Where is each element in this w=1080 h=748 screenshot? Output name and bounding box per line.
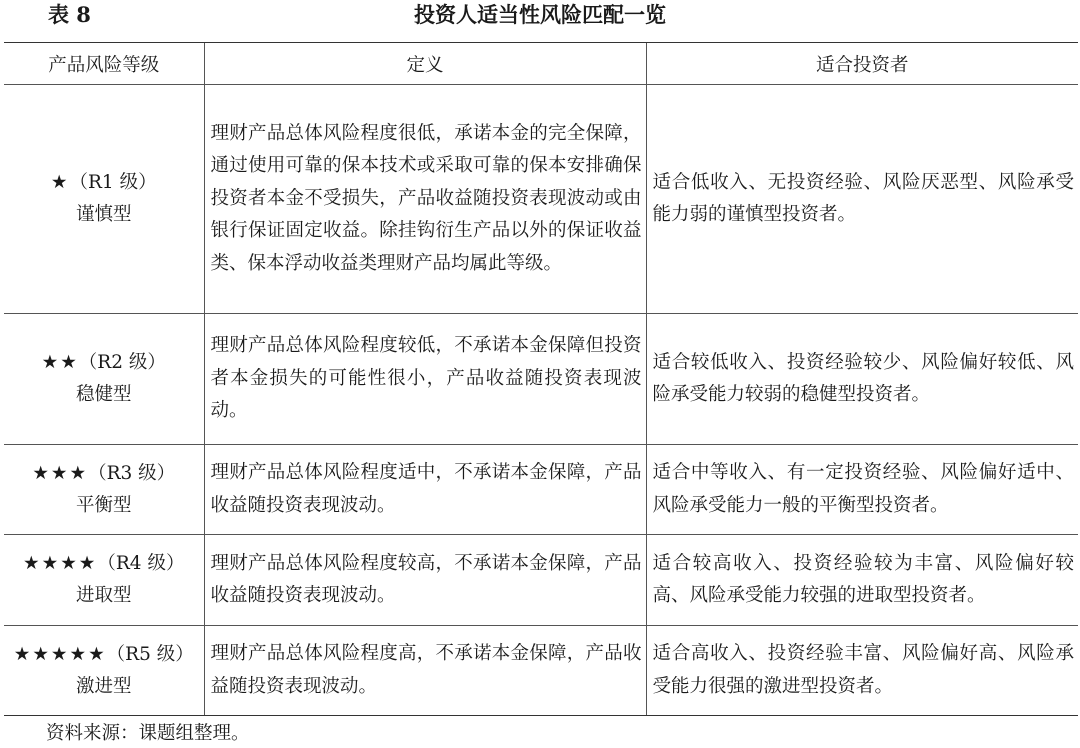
risk-level-cell: [4, 535, 204, 626]
investors-cell: 适合低收入、无投资经验、风险厌恶型、风险承受能力弱的谨慎型投资者。: [646, 85, 1078, 314]
definition-cell: 理财产品总体风险程度较低，不承诺本金保障但投资者本金损失的可能性很小，产品收益随投资表现波动。: [204, 314, 646, 445]
risk-level-name: 谨慎型: [75, 204, 132, 225]
definition-cell: 理财产品总体风险程度较高，不承诺本金保障，产品收益随投资表现波动。: [204, 535, 646, 626]
risk-stars: ★★: [41, 352, 79, 373]
investors-cell: 适合较低收入、投资经验较少、风险偏好较低、风险承受能力较弱的稳健型投资者。: [646, 314, 1078, 445]
risk-level-name: 激进型: [75, 675, 132, 697]
table-row: [4, 535, 1078, 626]
risk-level-code: （R4 级）: [97, 553, 185, 574]
risk-level-name: 稳健型: [75, 384, 132, 405]
risk-level-name: 进取型: [75, 585, 132, 606]
risk-level-code: （R2 级）: [78, 352, 166, 373]
risk-matching-table: [4, 42, 1078, 716]
definition-cell: 理财产品总体风险程度很低，承诺本金的完全保障，通过使用可靠的保本技术或采取可靠的保本安排确保投资者本金不受损失，产品收益随投资表现波动或由银行保证固定收益。除挂钩衍生产品以外的保证收益类、保本浮动收益类理财产品均属此等级。: [204, 85, 646, 314]
source-note: 资料来源：课题组整理。: [46, 723, 250, 744]
risk-level-cell: [4, 314, 204, 445]
investors-cell: 适合较高收入、投资经验较为丰富、风险偏好较高、风险承受能力较强的进取型投资者。: [646, 535, 1078, 626]
table-row: [4, 445, 1078, 535]
table-number: 表 8: [48, 2, 91, 27]
risk-stars: ★★★★★: [13, 643, 107, 665]
risk-level-cell: [4, 85, 204, 314]
column-header-risk-level: 产品风险等级: [4, 43, 204, 85]
investors-cell: 适合高收入、投资经验丰富、风险偏好高、风险承受能力很强的激进型投资者。: [646, 626, 1078, 716]
header-row: [4, 43, 1078, 85]
definition-cell: 理财产品总体风险程度高，不承诺本金保障，产品收益随投资表现波动。: [204, 626, 646, 716]
risk-level-code: （R1 级）: [69, 172, 157, 193]
table-row: [4, 626, 1078, 716]
risk-level-cell: [4, 626, 204, 716]
table-title: 投资人适当性风险匹配一览: [414, 2, 666, 27]
table-row: [4, 85, 1078, 314]
risk-level-code: （R3 级）: [88, 462, 176, 484]
definition-cell: 理财产品总体风险程度适中，不承诺本金保障，产品收益随投资表现波动。: [204, 445, 646, 535]
column-header-definition: 定义: [204, 43, 646, 85]
column-header-suitable-investors: 适合投资者: [646, 43, 1078, 85]
risk-stars: ★: [50, 172, 70, 193]
risk-stars: ★★★★: [23, 553, 98, 574]
investors-cell: 适合中等收入、有一定投资经验、风险偏好适中、风险承受能力一般的平衡型投资者。: [646, 445, 1078, 535]
risk-stars: ★★★: [32, 462, 89, 484]
risk-level-cell: [4, 445, 204, 535]
risk-level-code: （R5 级）: [106, 643, 194, 665]
table-row: [4, 314, 1078, 445]
risk-level-name: 平衡型: [75, 494, 132, 516]
